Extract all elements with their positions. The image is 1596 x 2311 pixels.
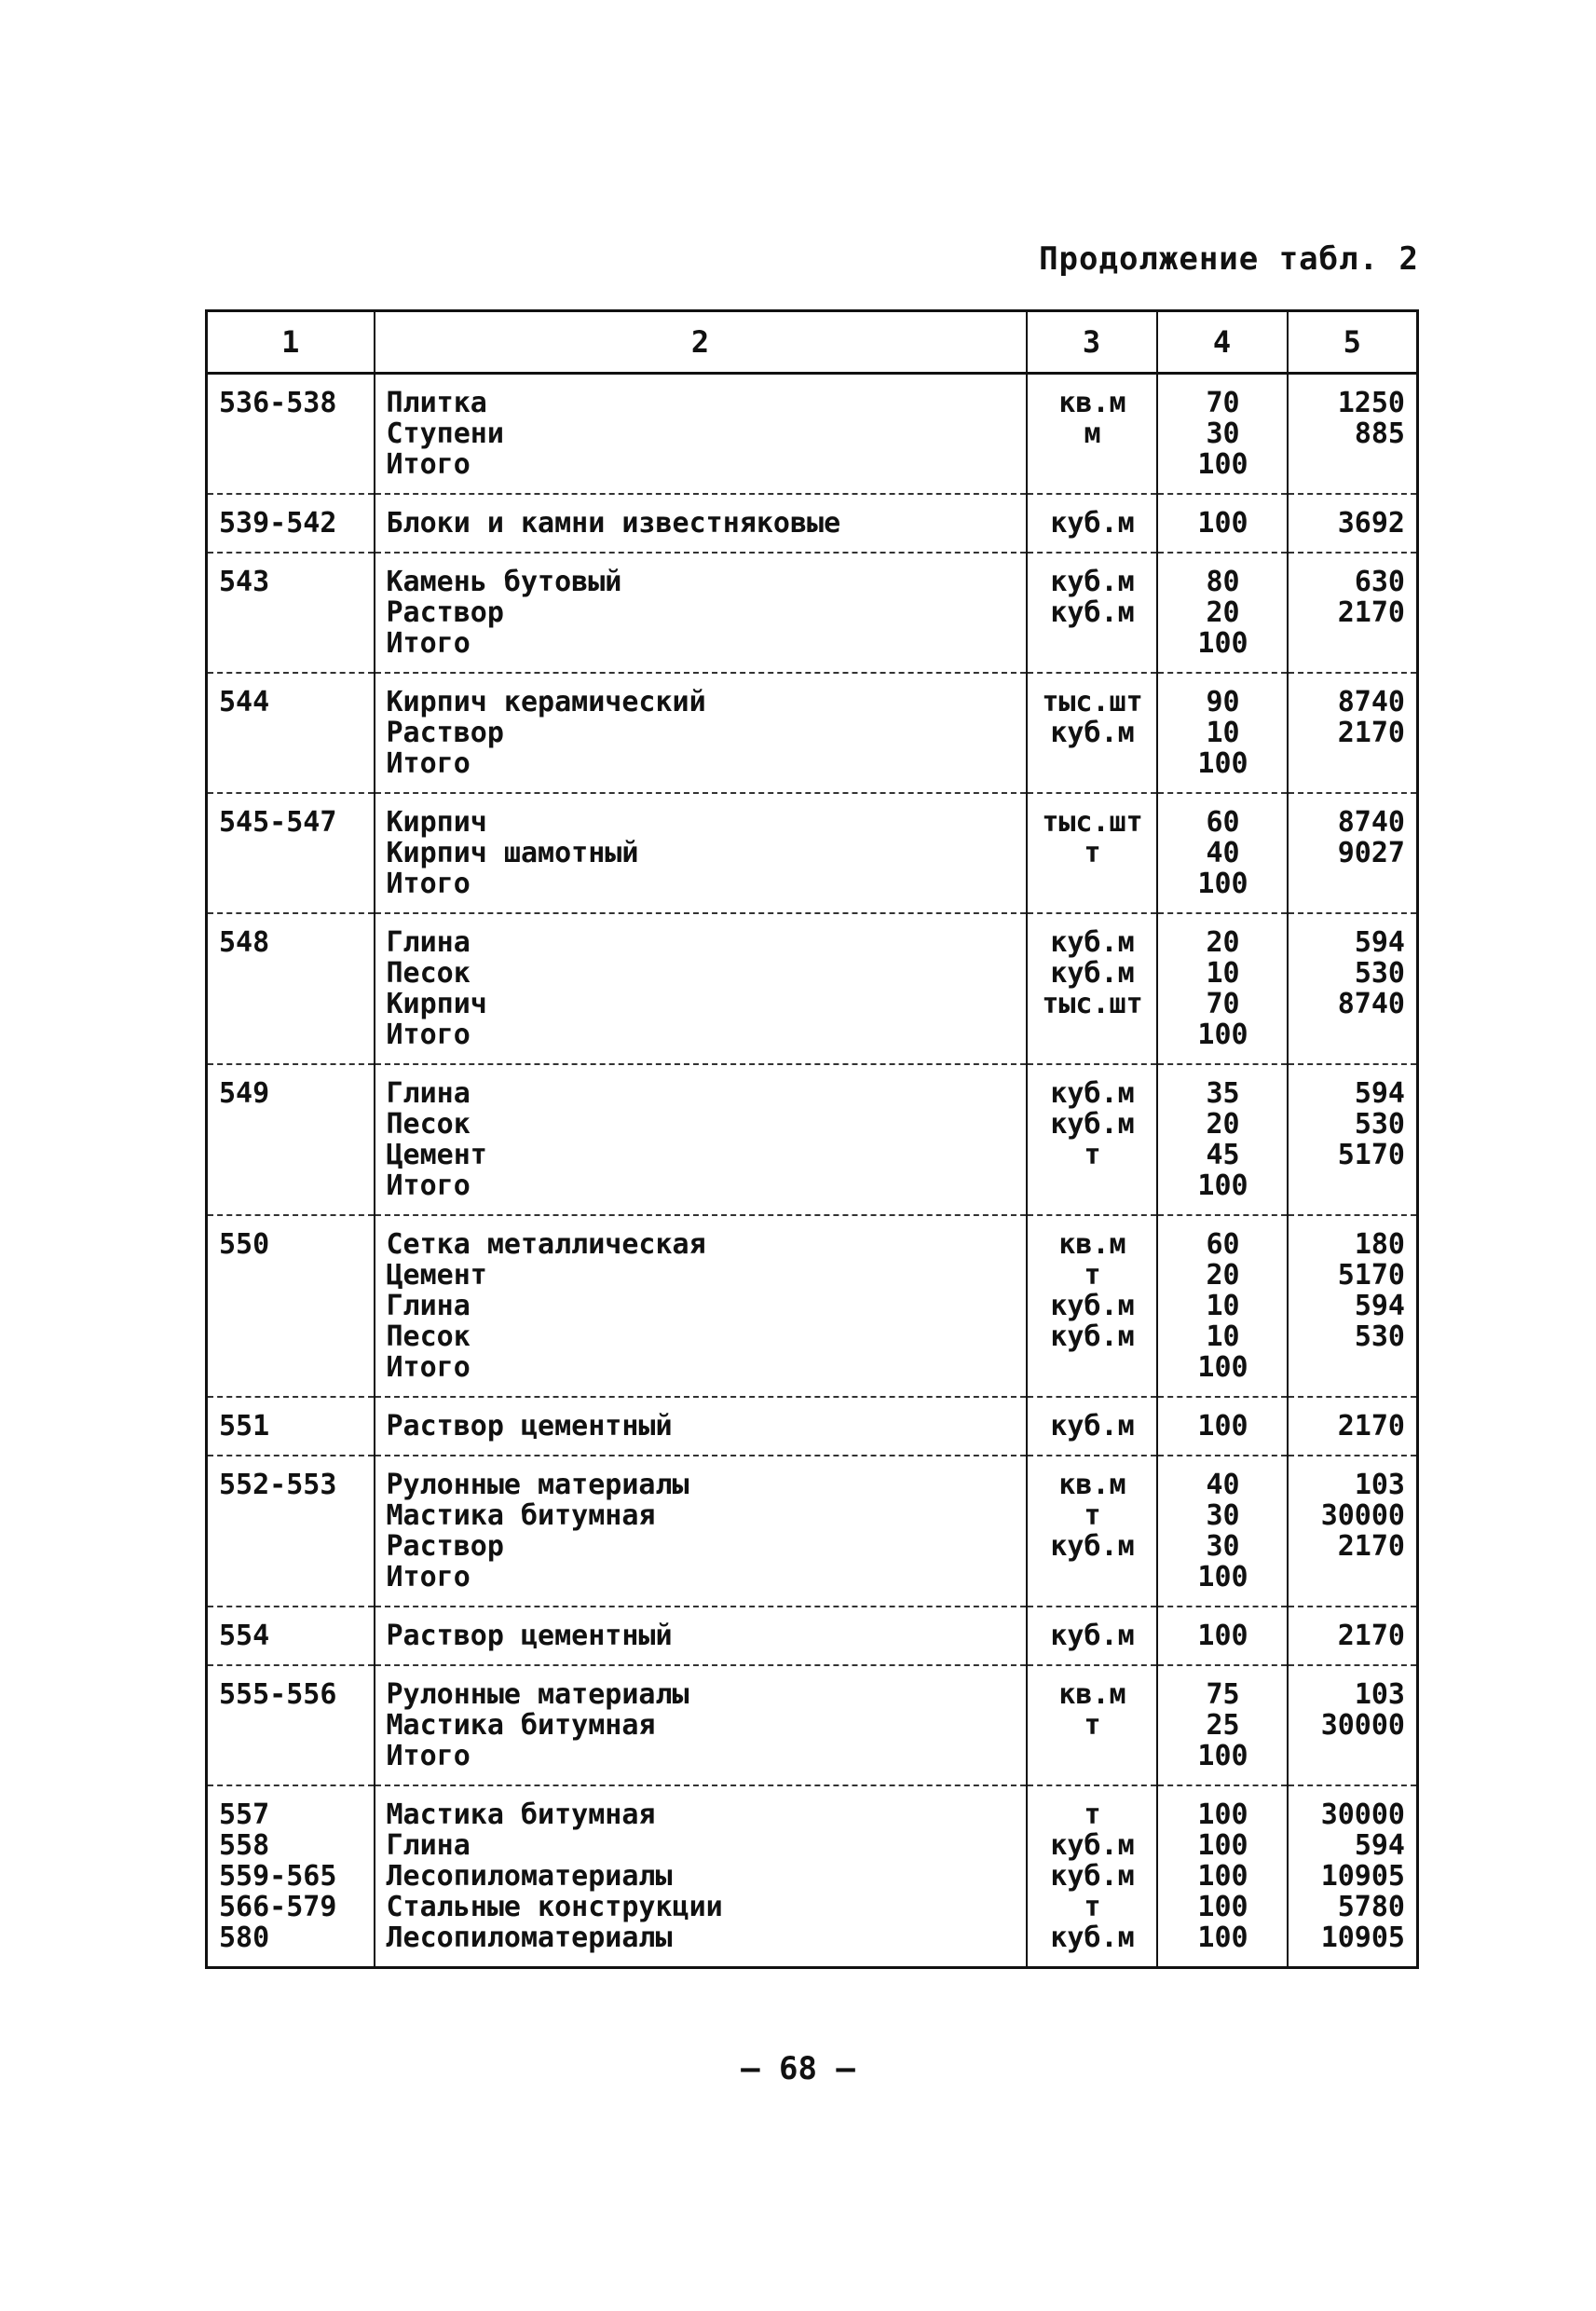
price-cell-line: 8740 <box>1337 686 1405 718</box>
quantity-cell-line: 100 <box>1197 1620 1248 1652</box>
code-cell-line: 539-542 <box>219 507 337 540</box>
code-cell-line: 554 <box>219 1620 270 1652</box>
material-cell-line: Итого <box>386 1351 471 1384</box>
material-cell-line: Глина <box>386 1290 471 1322</box>
quantity-cell-line: 20 <box>1206 926 1240 959</box>
material-cell-line: Мастика битумная <box>386 1499 656 1532</box>
price-cell-line: 530 <box>1354 957 1405 990</box>
table-caption: Продолжение табл. 2 <box>1039 240 1419 278</box>
price-cell-line: 530 <box>1354 1108 1405 1141</box>
table-body <box>207 374 1418 1968</box>
unit-cell <box>1027 553 1157 673</box>
price-cell <box>1288 1215 1418 1397</box>
price-cell <box>1288 1064 1418 1215</box>
quantity-cell-line: 75 <box>1206 1678 1240 1711</box>
quantity-cell <box>1157 1456 1288 1607</box>
quantity-cell-line: 100 <box>1197 1829 1248 1862</box>
code-cell-line: 548 <box>219 926 270 959</box>
code-cell <box>207 1785 375 1968</box>
material-cell-line: Цемент <box>386 1139 487 1171</box>
quantity-cell-line: 10 <box>1206 1290 1240 1322</box>
quantity-cell-line: 10 <box>1206 957 1240 990</box>
material-cell-line: Раствор <box>386 717 504 749</box>
code-cell-line: 545-547 <box>219 806 337 839</box>
column-header: 4 <box>1157 311 1288 374</box>
material-cell-line: Итого <box>386 1019 471 1051</box>
material-cell-line: Рулонные материалы <box>386 1678 689 1711</box>
material-cell-line: Итого <box>386 747 471 780</box>
code-cell-line: 558 <box>219 1829 270 1862</box>
material-cell-line: Стальные конструкции <box>386 1891 723 1923</box>
code-cell <box>207 673 375 793</box>
code-cell-line: 559-565 <box>219 1860 337 1893</box>
table-row <box>207 673 1418 793</box>
code-cell <box>207 913 375 1064</box>
material-cell-line: Песок <box>386 1108 471 1141</box>
unit-cell-line <box>1039 449 1147 480</box>
unit-cell-line: кв.м <box>1058 1228 1126 1261</box>
table-header-row <box>207 311 1418 374</box>
quantity-cell-line: 20 <box>1206 596 1240 629</box>
quantity-cell-line: 100 <box>1197 1891 1248 1923</box>
price-cell-line: 2170 <box>1337 717 1405 749</box>
quantity-cell-line: 100 <box>1197 1351 1248 1384</box>
quantity-cell-line: 90 <box>1206 686 1240 718</box>
unit-cell-line: куб.м <box>1050 1320 1135 1353</box>
unit-cell-line <box>1039 748 1147 779</box>
quantity-cell-line: 60 <box>1206 1228 1240 1261</box>
unit-cell-line: куб.м <box>1050 1860 1135 1893</box>
price-cell-line: 594 <box>1354 1290 1405 1322</box>
quantity-cell-line: 100 <box>1197 1561 1248 1593</box>
quantity-cell-line: 100 <box>1197 1740 1248 1772</box>
quantity-cell <box>1157 553 1288 673</box>
quantity-cell-line: 45 <box>1206 1139 1240 1171</box>
unit-cell <box>1027 673 1157 793</box>
price-cell <box>1288 1665 1418 1785</box>
unit-cell-line <box>1039 1352 1147 1383</box>
material-cell-line: Глина <box>386 926 471 959</box>
column-header: 3 <box>1027 311 1157 374</box>
quantity-cell-line: 100 <box>1197 1921 1248 1954</box>
table-row <box>207 1456 1418 1607</box>
unit-cell-line <box>1039 1170 1147 1201</box>
price-cell-line <box>1300 868 1406 899</box>
price-cell-line <box>1300 1019 1406 1050</box>
price-cell-line: 1250 <box>1337 387 1405 419</box>
unit-cell-line <box>1039 1019 1147 1050</box>
unit-cell <box>1027 1785 1157 1968</box>
price-cell-line <box>1300 1741 1406 1771</box>
unit-cell-line: куб.м <box>1050 1077 1135 1110</box>
quantity-cell-line: 40 <box>1206 1469 1240 1501</box>
code-cell-line: 550 <box>219 1228 270 1261</box>
material-cell-line: Лесопиломатериалы <box>386 1921 673 1954</box>
material-cell-line: Песок <box>386 1320 471 1353</box>
material-cell-line: Раствор цементный <box>386 1620 673 1652</box>
price-cell <box>1288 494 1418 553</box>
material-cell-line: Итого <box>386 448 471 481</box>
price-cell-line: 594 <box>1354 1829 1405 1862</box>
unit-cell <box>1027 374 1157 495</box>
unit-cell-line: т <box>1084 1259 1101 1292</box>
table-row <box>207 793 1418 913</box>
quantity-cell-line: 100 <box>1197 1169 1248 1202</box>
material-cell-line: Раствор цементный <box>386 1410 673 1443</box>
material-cell-line: Цемент <box>386 1259 487 1292</box>
unit-cell-line: кв.м <box>1058 1469 1126 1501</box>
price-cell-line: 3692 <box>1337 507 1405 540</box>
quantity-cell-line: 70 <box>1206 988 1240 1020</box>
materials-table <box>205 309 1419 1969</box>
quantity-cell-line: 100 <box>1197 627 1248 660</box>
code-cell <box>207 553 375 673</box>
quantity-cell-line: 70 <box>1206 387 1240 419</box>
table-row <box>207 494 1418 553</box>
code-cell-line: 551 <box>219 1410 270 1443</box>
price-cell-line <box>1300 748 1406 779</box>
price-cell <box>1288 793 1418 913</box>
material-cell <box>375 1607 1027 1665</box>
price-cell-line: 530 <box>1354 1320 1405 1353</box>
quantity-cell <box>1157 673 1288 793</box>
price-cell-line: 594 <box>1354 926 1405 959</box>
quantity-cell <box>1157 374 1288 495</box>
table-row <box>207 1397 1418 1456</box>
material-cell-line: Песок <box>386 957 471 990</box>
price-cell-line: 8740 <box>1337 806 1405 839</box>
unit-cell <box>1027 1397 1157 1456</box>
unit-cell-line: куб.м <box>1050 566 1135 598</box>
unit-cell-line: тыс.шт <box>1042 988 1143 1020</box>
price-cell-line: 103 <box>1354 1469 1405 1501</box>
unit-cell <box>1027 1665 1157 1785</box>
price-cell-line: 2170 <box>1337 1620 1405 1652</box>
code-cell <box>207 1215 375 1397</box>
unit-cell-line: т <box>1084 1891 1101 1923</box>
material-cell-line: Итого <box>386 1561 471 1593</box>
unit-cell-line: т <box>1084 1139 1101 1171</box>
quantity-cell-line: 100 <box>1197 1798 1248 1831</box>
unit-cell-line: куб.м <box>1050 1530 1135 1563</box>
quantity-cell-line: 20 <box>1206 1259 1240 1292</box>
price-cell-line: 10905 <box>1320 1860 1405 1893</box>
material-cell-line: Плитка <box>386 387 487 419</box>
quantity-cell <box>1157 913 1288 1064</box>
unit-cell-line: куб.м <box>1050 926 1135 959</box>
quantity-cell-line: 60 <box>1206 806 1240 839</box>
quantity-cell-line: 35 <box>1206 1077 1240 1110</box>
price-cell-line: 30000 <box>1320 1798 1405 1831</box>
table-row <box>207 1607 1418 1665</box>
material-cell <box>375 1215 1027 1397</box>
unit-cell <box>1027 494 1157 553</box>
quantity-cell-line: 100 <box>1197 868 1248 900</box>
material-cell-line: Раствор <box>386 1530 504 1563</box>
quantity-cell <box>1157 793 1288 913</box>
price-cell-line: 180 <box>1354 1228 1405 1261</box>
material-cell <box>375 913 1027 1064</box>
code-cell-line: 544 <box>219 686 270 718</box>
quantity-cell-line: 100 <box>1197 1019 1248 1051</box>
column-header: 1 <box>207 311 375 374</box>
column-header: 2 <box>375 311 1027 374</box>
page-number: – 68 – <box>741 2050 855 2087</box>
quantity-cell-line: 30 <box>1206 1530 1240 1563</box>
price-cell-line: 630 <box>1354 566 1405 598</box>
unit-cell-line: тыс.шт <box>1042 686 1143 718</box>
price-cell-line: 2170 <box>1337 1530 1405 1563</box>
unit-cell-line: куб.м <box>1050 596 1135 629</box>
quantity-cell-line: 80 <box>1206 566 1240 598</box>
unit-cell-line: кв.м <box>1058 387 1126 419</box>
code-cell <box>207 1064 375 1215</box>
material-cell <box>375 1785 1027 1968</box>
unit-cell <box>1027 913 1157 1064</box>
price-cell-line: 5170 <box>1337 1139 1405 1171</box>
price-cell-line: 5780 <box>1337 1891 1405 1923</box>
price-cell <box>1288 374 1418 495</box>
quantity-cell-line: 30 <box>1206 417 1240 450</box>
unit-cell-line: м <box>1084 417 1101 450</box>
unit-cell-line <box>1039 628 1147 659</box>
quantity-cell <box>1157 1397 1288 1456</box>
material-cell-line: Кирпич керамический <box>386 686 706 718</box>
unit-cell <box>1027 1064 1157 1215</box>
unit-cell-line: куб.м <box>1050 1829 1135 1862</box>
material-cell-line: Итого <box>386 868 471 900</box>
unit-cell-line: кв.м <box>1058 1678 1126 1711</box>
material-cell <box>375 793 1027 913</box>
material-cell-line: Раствор <box>386 596 504 629</box>
material-cell <box>375 1456 1027 1607</box>
quantity-cell-line: 100 <box>1197 1410 1248 1443</box>
material-cell-line: Камень бутовый <box>386 566 622 598</box>
unit-cell <box>1027 1607 1157 1665</box>
material-cell-line: Лесопиломатериалы <box>386 1860 673 1893</box>
quantity-cell-line: 100 <box>1197 1860 1248 1893</box>
material-cell <box>375 553 1027 673</box>
quantity-cell-line: 25 <box>1206 1709 1240 1742</box>
unit-cell-line: куб.м <box>1050 1290 1135 1322</box>
table-row <box>207 913 1418 1064</box>
code-cell-line: 552-553 <box>219 1469 337 1501</box>
material-cell <box>375 1665 1027 1785</box>
material-cell-line: Сетка металлическая <box>386 1228 706 1261</box>
unit-cell-line: тыс.шт <box>1042 806 1143 839</box>
price-cell-line: 8740 <box>1337 988 1405 1020</box>
code-cell <box>207 1665 375 1785</box>
price-cell-line: 10905 <box>1320 1921 1405 1954</box>
price-cell-line <box>1300 1352 1406 1383</box>
material-cell-line: Кирпич <box>386 988 487 1020</box>
material-cell-line: Мастика битумная <box>386 1798 656 1831</box>
price-cell <box>1288 1785 1418 1968</box>
unit-cell-line <box>1039 1562 1147 1593</box>
unit-cell-line: т <box>1084 837 1101 869</box>
material-cell-line: Кирпич шамотный <box>386 837 639 869</box>
quantity-cell <box>1157 1785 1288 1968</box>
code-cell-line: 580 <box>219 1921 270 1954</box>
quantity-cell-line: 100 <box>1197 507 1248 540</box>
quantity-cell <box>1157 494 1288 553</box>
price-cell <box>1288 1607 1418 1665</box>
material-cell-line: Блоки и камни известняковые <box>386 507 841 540</box>
code-cell-line: 549 <box>219 1077 270 1110</box>
price-cell-line <box>1300 1170 1406 1201</box>
column-header: 5 <box>1288 311 1418 374</box>
material-cell <box>375 374 1027 495</box>
price-cell <box>1288 1456 1418 1607</box>
quantity-cell-line: 10 <box>1206 1320 1240 1353</box>
material-cell-line: Итого <box>386 1169 471 1202</box>
price-cell <box>1288 673 1418 793</box>
material-cell-line: Ступени <box>386 417 504 450</box>
table-row <box>207 1665 1418 1785</box>
material-cell-line: Кирпич <box>386 806 487 839</box>
quantity-cell <box>1157 1607 1288 1665</box>
material-cell-line: Рулонные материалы <box>386 1469 689 1501</box>
quantity-cell <box>1157 1064 1288 1215</box>
table-row <box>207 1785 1418 1968</box>
code-cell <box>207 374 375 495</box>
price-cell <box>1288 1397 1418 1456</box>
table-row <box>207 374 1418 495</box>
unit-cell-line: куб.м <box>1050 507 1135 540</box>
material-cell-line: Мастика битумная <box>386 1709 656 1742</box>
unit-cell-line: куб.м <box>1050 1620 1135 1652</box>
unit-cell-line: т <box>1084 1709 1101 1742</box>
unit-cell-line <box>1039 868 1147 899</box>
price-cell-line: 103 <box>1354 1678 1405 1711</box>
price-cell <box>1288 913 1418 1064</box>
quantity-cell-line: 30 <box>1206 1499 1240 1532</box>
price-cell-line: 2170 <box>1337 1410 1405 1443</box>
price-cell-line <box>1300 449 1406 480</box>
quantity-cell-line: 40 <box>1206 837 1240 869</box>
code-cell <box>207 1397 375 1456</box>
code-cell-line: 557 <box>219 1798 270 1831</box>
material-cell <box>375 1064 1027 1215</box>
unit-cell-line: куб.м <box>1050 1921 1135 1954</box>
unit-cell-line: куб.м <box>1050 1108 1135 1141</box>
price-cell-line <box>1300 628 1406 659</box>
material-cell <box>375 1397 1027 1456</box>
code-cell <box>207 494 375 553</box>
table-row <box>207 1064 1418 1215</box>
quantity-cell-line: 10 <box>1206 717 1240 749</box>
code-cell <box>207 1456 375 1607</box>
code-cell-line: 536-538 <box>219 387 337 419</box>
unit-cell-line: куб.м <box>1050 957 1135 990</box>
price-cell-line: 9027 <box>1337 837 1405 869</box>
material-cell-line: Глина <box>386 1077 471 1110</box>
unit-cell <box>1027 1215 1157 1397</box>
material-cell <box>375 494 1027 553</box>
price-cell-line: 30000 <box>1320 1709 1405 1742</box>
table-row <box>207 1215 1418 1397</box>
table-row <box>207 553 1418 673</box>
unit-cell <box>1027 1456 1157 1607</box>
price-cell-line: 2170 <box>1337 596 1405 629</box>
code-cell-line: 566-579 <box>219 1891 337 1923</box>
quantity-cell-line: 20 <box>1206 1108 1240 1141</box>
price-cell-line <box>1300 1562 1406 1593</box>
unit-cell-line: куб.м <box>1050 1410 1135 1443</box>
price-cell-line: 5170 <box>1337 1259 1405 1292</box>
material-cell-line: Глина <box>386 1829 471 1862</box>
unit-cell-line: куб.м <box>1050 717 1135 749</box>
unit-cell-line <box>1039 1741 1147 1771</box>
code-cell-line: 555-556 <box>219 1678 337 1711</box>
material-cell-line: Итого <box>386 1740 471 1772</box>
code-cell <box>207 1607 375 1665</box>
price-cell-line: 30000 <box>1320 1499 1405 1532</box>
unit-cell-line: т <box>1084 1499 1101 1532</box>
material-cell <box>375 673 1027 793</box>
material-cell-line: Итого <box>386 627 471 660</box>
code-cell <box>207 793 375 913</box>
quantity-cell <box>1157 1215 1288 1397</box>
price-cell-line: 885 <box>1354 417 1405 450</box>
code-cell-line: 543 <box>219 566 270 598</box>
unit-cell-line: т <box>1084 1798 1101 1831</box>
quantity-cell <box>1157 1665 1288 1785</box>
quantity-cell-line: 100 <box>1197 448 1248 481</box>
unit-cell <box>1027 793 1157 913</box>
price-cell <box>1288 553 1418 673</box>
quantity-cell-line: 100 <box>1197 747 1248 780</box>
price-cell-line: 594 <box>1354 1077 1405 1110</box>
